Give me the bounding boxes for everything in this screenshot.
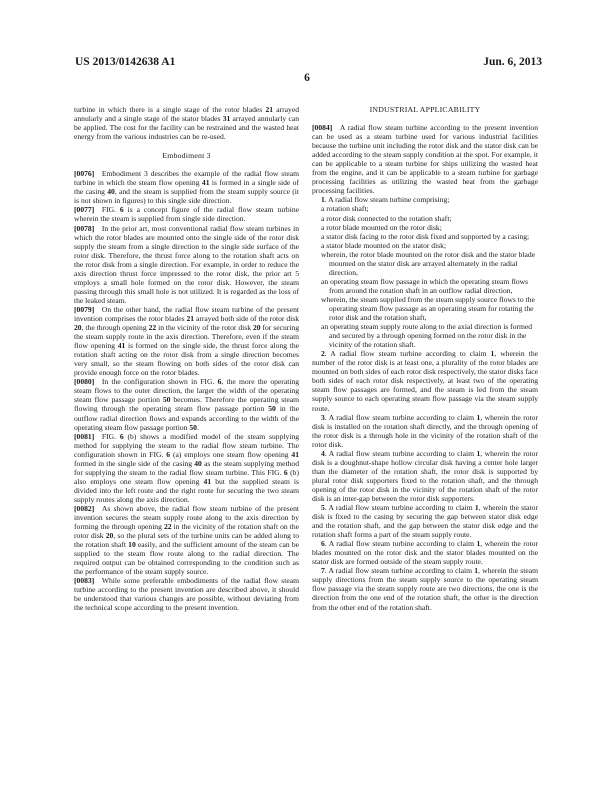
claim-paragraph: 1. A radial flow steam turbine comprising; [321,195,450,205]
section-heading: INDUSTRIAL APPLICABILITY [369,105,481,114]
body-paragraph: [0076] Embodiment 3 describes the example of the radial flow steam turbine in which the steam flow opening 41 is formed in a single side of the casing 40, and the steam is supplied from the steam supply source (it is not shown in figures) to this single side direction. [74,169,299,206]
claim-paragraph: 6. A radial flow steam turbine according to claim 1, wherein the rotor blades mounted on the rotor disk and the stator blades mounted on the stator disk are formed outside of the steam supply route. [312,539,538,567]
claim-paragraph: 2. A radial flow steam turbine according to claim 1, wherein the number of the rotor disk is at least one, a plurality of the rotor blades are mounted on both sides of each rotor disk respectively, the stator disks face both sides of each rotor disk respectively, at least two of the operating steam flow passages are formed, and the steam is led from the steam supply source to each operating steam flow passage via the steam supply route. [312,349,538,413]
claim-element: a stator disk facing to the rotor disk fixed and supported by a casing; [321,231,530,241]
publication-number: US 2013/0142638 A1 [75,56,176,68]
claim-paragraph: 5. A radial flow steam turbine according to claim 1, wherein the stator disk is fixed to the casing by securing the gap between stator disk edge and the rotation shaft, and the gap between the stator disk edge and the rotation shaft forms a part of the steam supply route. [312,503,538,540]
publication-date: Jun. 6, 2013 [483,56,542,68]
claim-element: a rotor disk connected to the rotation shaft; [321,213,452,223]
claim-element: an operating steam flow passage in which the operating steam flows from around the rotation shaft in an outflow radial direction, [321,276,529,295]
body-paragraph: [0083] While some preferable embodiments of the radial flow steam turbine according to the present invention are described above, it should be understood that various changes are possible, without deviating from the technical scope according to the present invention. [74,576,299,613]
claim-element: wherein, the rotor blade mounted on the rotor disk and the stator blade mounted on the stator disk are arrayed alternately in the radial direction, [321,249,536,277]
body-paragraph: [0082] As shown above, the radial flow steam turbine of the present invention secures the steam supply route along to the axis direction by forming the through opening 22 in the vicinity of the rotation shaft on the rotor disk 20, so the plural sets of the turbine units can be added along to the rotation shaft 10 easily, and the sufficient amount of the steam can be supplied to the steam flow route along to the radial direction. The required output can be obtained corresponding to the condition such as the performance of the steam supply source. [74,503,299,577]
page-number: 6 [304,72,310,84]
claim-paragraph: 3. A radial flow steam turbine according to claim 1, wherein the rotor disk is installed on the rotation shaft directly, and the through opening of the rotor disk is a through hole in the vicinity of the rotation shaft of the rotor disk. [312,412,538,449]
body-paragraph: [0080] In the configuration shown in FIG. 6, the more the operating steam flows to the outer direction, the larger the width of the operating steam flow passage portion 50 becomes. Therefore the operating steam flowing through the operating steam flow passage portion 50 in the outflow radial direction flows and expands according to the width of the operating steam flow passage portion 50. [74,377,300,432]
claim-paragraph: 7. A radial flow steam turbine according to claim 1, wherein the steam supply directions from the steam supply source to the operating steam flow passage via the steam supply route are two directions, the one is the direction from the one end of the rotation shaft, the other is the direction from the other end of the rotation shaft. [312,566,538,612]
claim-element: a stator blade mounted on the stator disk; [321,240,447,250]
right-column [312,105,538,612]
claim-paragraph: 4. A radial flow steam turbine according to claim 1, wherein the rotor disk is a doughnut-shape hollow circular disk having a center hole larger than the diameter of the rotation shaft, the rotor disk is supported by plural rotor disk supporters fixed to the rotation shaft, and the through opening of the rotor disk in the vicinity of the rotation shaft of the rotor disk is an inter-gap between the rotor disk supporters. [312,448,538,503]
claim-element: wherein, the steam supplied from the steam supply source flows to the operating steam flow passage as an operating steam for rotating the rotor disk and the rotation shaft, [321,294,535,323]
body-paragraph: [0078] In the prior art, most conventional radial flow steam turbines in which the rotor blades are mounted onto the single side of the rotor disk supply the steam from a single direction to the single side surface of the rotor disk. Therefore, the thrust force along to the rotation shaft acts on the rotor disk from a single direction. For example, in order to reduce the axis direction thrust force impressed to the rotor disk, the prior art 5 employs a small hole formed on the rotor disk. However, the steam passing through this small hole is not utilized. It is regarded as the loss of the leaked steam. [74,223,299,305]
left-column [74,105,299,613]
body-paragraph: turbine in which there is a single stage of the rotor blades 21 arrayed annularly and a single stage of the stator blades 31 arrayed annularly can be applied. The cost for the facility can be restrained and the wasted heat energy from the various industries can be re-used. [74,105,299,142]
claim-element: an operating steam supply route along to the axial direction is formed and secured by a through opening formed on the rotor disk in the vicinity of the rotation shaft. [321,322,533,350]
claim-element: a rotor blade mounted on the rotor disk; [321,222,442,232]
body-paragraph: [0077] FIG. 6 is a concept figure of the radial flow steam turbine wherein the steam is supplied from single side direction. [74,205,299,224]
section-heading: Embodiment 3 [162,151,211,161]
claim-element: a rotation shaft; [321,204,369,214]
body-paragraph: [0079] On the other hand, the radial flow steam turbine of the present invention comprises the rotor blades 21 arrayed both side of the rotor disk 20, the through opening 22 in the vicinity of the rotor disk 20 for securing the steam supply route in the axis direction. Therefore, even if the steam flow opening 41 is formed on the single side, the thrust force along the rotation shaft acting on the rotor disk from a single direction becomes very small, so the steam flowing on both sides of the rotor disk can provide enough force on the rotor blades. [74,304,299,378]
body-paragraph: [0081] FIG. 6 (b) shows a modified model of the steam supplying method for supplying the steam to the radial flow steam turbine. The configuration shown in FIG. 6 (a) employs one steam flow opening 41 formed in the single side of the casing 40 as the steam supplying method for supplying the steam to the radial flow steam turbine. This FIG. 6 (b) also employs one steam flow opening 41 but the supplied steam is divided into the left route and the right route for securing the two steam supply routes along the axis direction. [74,431,300,504]
body-paragraph: [0084] A radial flow steam turbine according to the present invention can be used as a steam turbine used for various industrial facilities because the turbine unit including the rotor disk and the stator disk can be added according to the steam supply condition at the spot. For example, it can be applicable to a steam turbine for ships utilizing the wasted heat from the engine, and it can be applicable to a steam turbine for garbage processing facilities as utilizing the wasted heat from the garbage processing facilities. [312,123,538,196]
